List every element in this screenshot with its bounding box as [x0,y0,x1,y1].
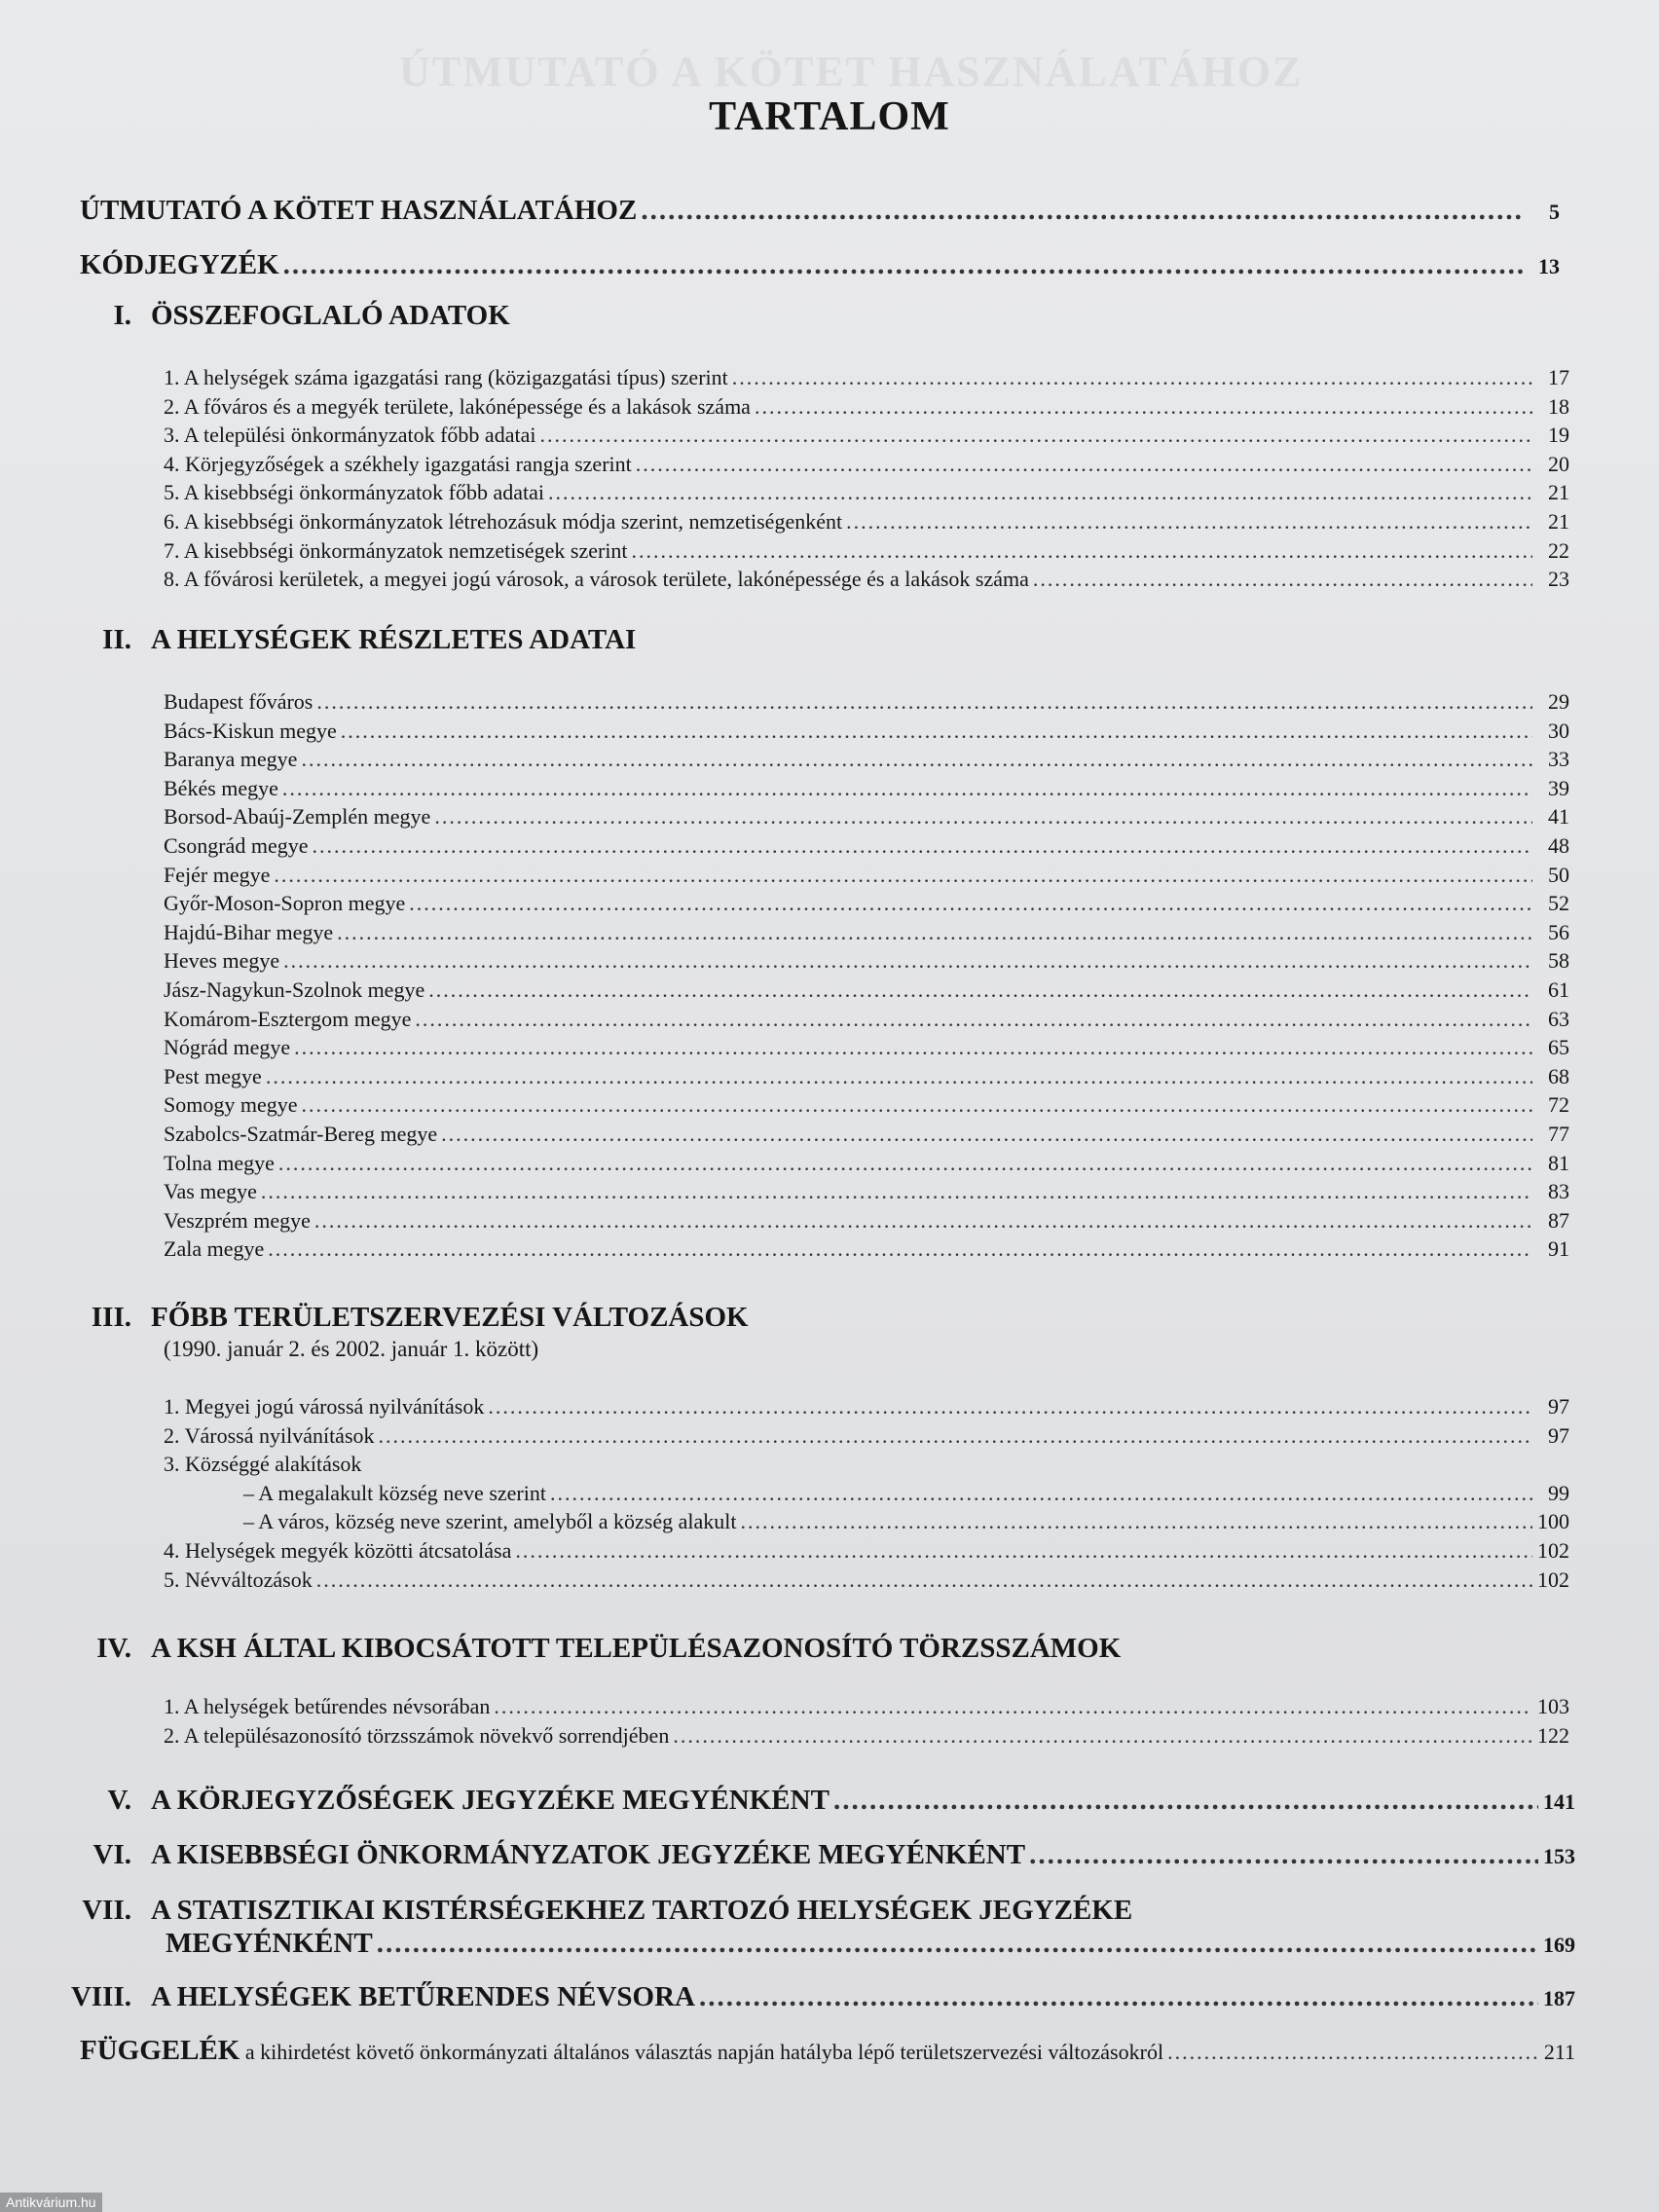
toc-page-number: 17 [1548,365,1569,389]
toc-page-number: 97 [1548,1422,1569,1448]
toc-entry[interactable] [164,1723,1569,1749]
toc-entry-label: 2. A településazonosító törzsszámok növekvő sorrendjében [164,1722,670,1748]
toc-entry[interactable] [164,719,1569,744]
toc-page-number: 52 [1548,891,1569,916]
dot-leader [301,747,1532,772]
section-number: VIII. [70,1981,131,2012]
toc-page-number: 41 [1548,804,1569,830]
section-heading-4 [0,1633,1121,1665]
toc-entry[interactable] [164,365,1569,390]
toc-entry-label: 4. Helységek megyék közötti átcsatolása [164,1538,512,1563]
toc-page-number: 91 [1548,1236,1569,1262]
toc-page-number: 23 [1548,567,1569,592]
toc-entry[interactable] [164,1567,1569,1593]
dot-leader [415,1007,1532,1032]
toc-page-number: 56 [1548,919,1569,944]
toc-entry-label: KÓDJEGYZÉK [80,249,279,280]
toc-page-number: 141 [1543,1789,1575,1814]
dot-leader [732,365,1532,390]
dot-leader [548,480,1532,505]
toc-page-number: 169 [1543,1933,1575,1957]
section-title: A KSH ÁLTAL KIBOCSÁTOTT TELEPÜLÉSAZONOSÍTÓ TÖRZSSZÁMOK [151,1633,1122,1664]
toc-page-number: 77 [1548,1122,1569,1146]
section-title: A KISEBBSÉGI ÖNKORMÁNYZATOK JEGYZÉKE MEGYÉNKÉNT [151,1839,1026,1870]
section-title: A KÖRJEGYZŐSÉGEK JEGYZÉKE MEGYÉNKÉNT [151,1785,830,1816]
toc-entry[interactable] [164,833,1569,859]
section-heading-7 [0,1895,1132,1927]
dot-leader [1033,567,1532,592]
section-heading-6[interactable] [0,1839,1575,1871]
section-title-line1: A STATISZTIKAI KISTÉRSÉGEKHEZ TARTOZÓ HELYSÉGEK JEGYZÉKE [151,1895,1133,1926]
toc-page-number: 103 [1537,1694,1569,1718]
dot-leader [316,689,1532,715]
toc-entry[interactable] [164,509,1569,535]
dot-leader [377,1928,1538,1960]
toc-entry-label: Jász-Nagykun-Szolnok megye [164,977,425,1002]
toc-page-number: 68 [1548,1063,1569,1088]
toc-entry-label: Komárom-Esztergom megye [164,1006,412,1031]
toc-entry[interactable] [164,452,1569,477]
toc-entry-label: 1. Megyei jogú várossá nyilvánítások [164,1394,485,1419]
toc-page-number: 211 [1543,2040,1575,2064]
dot-leader [266,1064,1532,1089]
toc-entry[interactable] [164,1394,1569,1419]
toc-entry-label: Zala megye [164,1236,265,1262]
toc-page-number: 58 [1548,948,1569,974]
dot-leader [494,1694,1532,1719]
toc-entry-label: ÚTMUTATÓ A KÖTET HASZNÁLATÁHOZ [80,195,638,226]
section-heading-3 [0,1302,749,1334]
toc-entry[interactable] [164,1035,1569,1060]
toc-entry-label: Békés megye [164,775,278,800]
toc-page-number: 122 [1537,1722,1569,1748]
toc-page-number: 99 [1548,1480,1569,1505]
section-number: V. [107,1785,131,1816]
toc-entry-label: 8. A fővárosi kerületek, a megyei jogú városok, a városok területe, lakónépessége és a lakások száma [164,567,1029,592]
toc-entry-label: 3. Községgé alakítások [164,1452,362,1477]
toc-page-number: 18 [1548,393,1569,419]
dot-leader [833,1785,1538,1817]
toc-entry-label: Pest megye [164,1063,262,1088]
toc-entry[interactable] [164,423,1569,448]
section-heading-8[interactable] [0,1981,1575,2013]
section-title: A HELYSÉGEK RÉSZLETES ADATAI [151,624,637,655]
toc-entry-label: Somogy megye [164,1092,298,1118]
dot-leader [515,1538,1532,1564]
toc-entry[interactable] [243,1481,1569,1506]
bleed-through-text: ÚTMUTATÓ A KÖTET HASZNÁLATÁHOZ [399,48,1304,95]
toc-page-number: 30 [1548,718,1569,743]
dot-leader [341,719,1532,744]
section-heading-label [0,1839,1025,1871]
dot-leader [283,948,1532,974]
dot-leader [636,452,1532,477]
section-number: I. [113,300,131,331]
toc-entry-utmutato[interactable] [80,195,1560,227]
toc-page-number: 50 [1548,862,1569,887]
section-title: ÖSSZEFOGLALÓ ADATOK [151,300,510,331]
section-number: III. [91,1302,131,1333]
dot-leader [312,833,1532,859]
toc-entry[interactable] [164,776,1569,801]
toc-entry-label: Borsod-Abaúj-Zemplén megye [164,804,431,830]
toc-page-number: 13 [1538,254,1560,278]
toc-entry-label: Tolna megye [164,1150,275,1175]
toc-entry[interactable] [164,1007,1569,1032]
toc-entry-label: Győr-Moson-Sopron megye [164,891,406,916]
toc-entry-label: 5. Névváltozások [164,1567,313,1592]
toc-entry-label: Heves megye [164,948,280,974]
section-heading-2 [0,624,636,656]
dot-leader [409,891,1532,916]
dot-leader [314,1208,1532,1234]
toc-entry-label: 4. Körjegyzőségek a székhely igazgatási rangja szerint [164,451,632,476]
toc-entry-kodjegyzek[interactable] [80,249,1560,281]
toc-entry-label: Nógrád megye [164,1035,291,1060]
dot-leader [428,977,1532,1003]
section-number: IV. [96,1633,131,1664]
dot-leader [632,538,1532,564]
toc-entry[interactable] [164,891,1569,916]
dot-leader [434,804,1532,830]
toc-entry-label: Baranya megye [164,747,298,772]
toc-entry[interactable] [164,1694,1569,1719]
toc-entry[interactable] [164,1179,1569,1204]
toc-entry-label: 2. Várossá nyilvánítások [164,1422,375,1448]
toc-page-number: 83 [1548,1179,1569,1204]
dot-leader [1029,1839,1538,1871]
toc-page-number: 81 [1548,1150,1569,1175]
toc-page-number: 102 [1537,1567,1569,1592]
toc-entry-label: Vas megye [164,1179,257,1204]
toc-page-number: 153 [1543,1844,1575,1868]
toc-entry-label: 1. A helységek betűrendes névsorában [164,1694,491,1718]
section-number: VI. [92,1839,131,1870]
toc-entry-label: 6. A kisebbségi önkormányzatok létrehozásuk módja szerint, nemzetiségenként [164,509,843,534]
toc-page-number: 20 [1548,451,1569,476]
dot-leader [302,1092,1533,1118]
section-heading-label [0,1981,695,2013]
section-number: VII. [82,1895,131,1926]
toc-entry[interactable] [164,1423,1569,1449]
toc-page-number: 187 [1543,1986,1575,2010]
toc-entry-label: Budapest főváros [164,689,313,714]
toc-entry[interactable] [164,567,1569,592]
toc-entry[interactable] [164,747,1569,772]
toc-entry[interactable] [164,1064,1569,1089]
toc-page-number: 29 [1548,689,1569,714]
toc-entry-label: 3. A települési önkormányzatok főbb adatai [164,423,536,448]
toc-entry-label: – A város, község neve szerint, amelyből a község alakult [243,1509,737,1534]
dot-leader [441,1122,1532,1147]
section-7-continuation[interactable] [166,1928,1575,1960]
toc-entry-label: Veszprém megye [164,1207,311,1233]
toc-entry[interactable] [164,863,1569,888]
toc-page-number: 72 [1548,1092,1569,1118]
dot-leader [550,1481,1532,1506]
toc-entry[interactable] [164,804,1569,830]
toc-entry[interactable] [164,1236,1569,1262]
toc-entry-label: Fejér megye [164,862,271,887]
toc-entry[interactable] [164,1122,1569,1147]
appendix-entry[interactable] [80,2035,1575,2067]
section-title-line2: MEGYÉNKÉNT [166,1928,373,1959]
dot-leader [1167,2040,1538,2065]
toc-entry[interactable] [164,480,1569,505]
toc-entry[interactable] [164,948,1569,974]
toc-page-number: 48 [1548,833,1569,858]
section-title: FŐBB TERÜLETSZERVEZÉSI VÁLTOZÁSOK [151,1302,749,1333]
watermark: Antikvárium.hu [0,2193,102,2212]
section-title: A HELYSÉGEK BETŰRENDES NÉVSORA [151,1981,695,2012]
toc-entry[interactable] [164,1092,1569,1118]
dot-leader [274,863,1532,888]
toc-page-number: 65 [1548,1035,1569,1060]
dot-leader [282,776,1532,801]
toc-entry-label: – A megalakult község neve szerint [243,1480,546,1505]
toc-page-number: 22 [1548,537,1569,563]
dot-leader [379,1423,1532,1449]
toc-entry[interactable] [164,394,1569,420]
toc-page-number: 102 [1537,1538,1569,1563]
toc-entry[interactable] [164,538,1569,564]
page-title: TARTALOM [709,94,950,139]
toc-entry[interactable] [164,977,1569,1003]
dot-leader [846,509,1532,535]
appendix-word: FÜGGELÉK [80,2035,240,2066]
appendix-label [80,2035,1163,2067]
dot-leader [539,423,1532,448]
toc-page-number: 97 [1548,1394,1569,1419]
dot-leader [261,1179,1532,1204]
toc-page-number: 5 [1549,200,1560,224]
section-subtitle: (1990. január 2. és 2002. január 1. között) [164,1337,539,1361]
section-heading-label [0,1785,830,1817]
toc-entry-label: Bács-Kiskun megye [164,718,337,743]
toc-page-number: 19 [1548,423,1569,448]
toc-page-number: 100 [1537,1509,1569,1534]
toc-entry-label: 2. A főváros és a megyék területe, lakónépessége és a lakások száma [164,393,751,419]
toc-entry-label: 1. A helységek száma igazgatási rang (közigazgatási típus) szerint [164,365,728,389]
toc-entry[interactable] [164,920,1569,945]
dot-leader [673,1723,1532,1749]
toc-entry-label: 5. A kisebbségi önkormányzatok főbb adatai [164,480,545,505]
section-heading-5[interactable] [0,1785,1575,1817]
toc-entry-label: 7. A kisebbségi önkormányzatok nemzetiségek szerint [164,537,628,563]
dot-leader [740,1509,1532,1534]
toc-entry[interactable] [164,1452,1569,1477]
toc-entry[interactable] [164,1208,1569,1234]
section-number: II. [102,624,131,655]
dot-leader [316,1567,1532,1593]
toc-page-number: 63 [1548,1006,1569,1031]
appendix-description: a kihirdetést követő önkormányzati általános választás napján hatályba lépő területszervezési változásokról [240,2040,1164,2064]
dot-leader [278,1151,1532,1176]
toc-page-number: 21 [1548,509,1569,534]
toc-page-number: 61 [1548,977,1569,1002]
toc-page-number: 87 [1548,1207,1569,1233]
toc-entry[interactable] [164,1538,1569,1564]
dot-leader [268,1236,1532,1262]
toc-entry-label: Szabolcs-Szatmár-Bereg megye [164,1122,438,1146]
dot-leader [755,394,1532,420]
section-heading-1 [0,300,510,332]
dot-leader [283,249,1523,281]
toc-page-number: 21 [1548,480,1569,505]
toc-entry[interactable] [243,1509,1569,1534]
dot-leader [641,195,1523,227]
toc-entry-label: Hajdú-Bihar megye [164,919,334,944]
toc-page-number: 39 [1548,775,1569,800]
toc-entry-label: Csongrád megye [164,833,309,858]
dot-leader [294,1035,1532,1060]
dot-leader [699,1981,1538,2013]
toc-page-number: 33 [1548,747,1569,772]
toc-entry[interactable] [164,1151,1569,1176]
dot-leader [337,920,1532,945]
toc-entry[interactable] [164,689,1569,715]
dot-leader [488,1394,1532,1419]
